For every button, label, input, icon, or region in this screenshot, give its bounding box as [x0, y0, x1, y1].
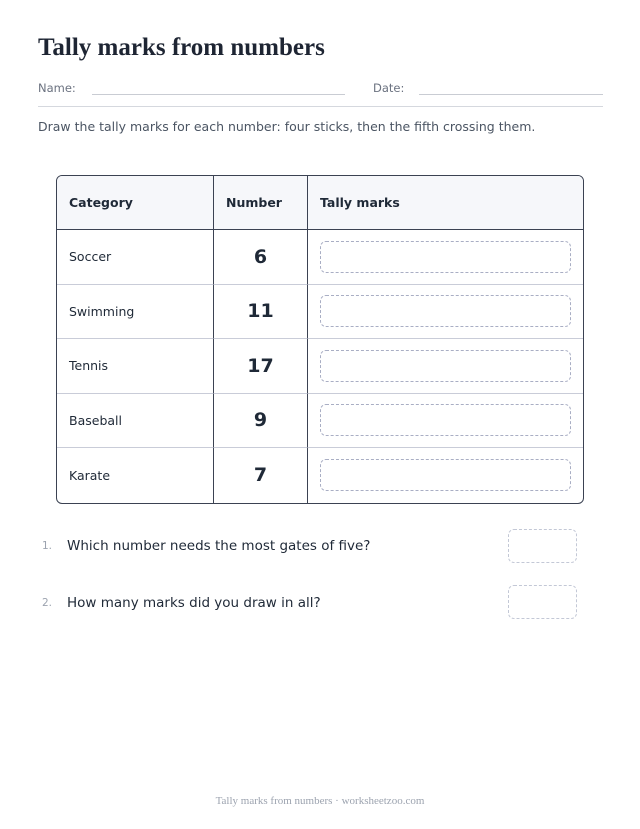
table-header-row [57, 176, 583, 230]
date-field[interactable] [419, 94, 603, 95]
table-row [57, 339, 583, 394]
tally-answer-box[interactable] [320, 295, 571, 327]
page-footer: Tally marks from numbers · worksheetzoo.com [215, 795, 425, 807]
question-text: Which number needs the most gates of five? [67, 538, 371, 554]
number-cell: 6 [214, 230, 308, 285]
question-number: 2. [42, 597, 53, 609]
number-cell: 9 [214, 394, 308, 449]
header-category: Category [57, 176, 214, 230]
tally-cell [308, 448, 583, 503]
question-number: 1. [42, 540, 53, 552]
table-row [57, 230, 583, 285]
table-row [57, 394, 583, 449]
name-field[interactable] [92, 94, 345, 95]
tally-answer-box[interactable] [320, 459, 571, 491]
name-label: Name: [38, 81, 76, 95]
tally-cell [308, 285, 583, 340]
tally-answer-box[interactable] [320, 241, 571, 273]
number-cell: 11 [214, 285, 308, 340]
instructions-text: Draw the tally marks for each number: four sticks, then the fifth crossing them. [38, 119, 536, 134]
header-tally-marks: Tally marks [308, 176, 583, 230]
question-answer-box[interactable] [508, 529, 577, 563]
category-cell: Soccer [57, 230, 214, 285]
tally-table [56, 175, 584, 504]
page-title: Tally marks from numbers [38, 34, 325, 61]
tally-cell [308, 339, 583, 394]
category-cell: Karate [57, 448, 214, 503]
category-cell: Tennis [57, 339, 214, 394]
table-row [57, 285, 583, 340]
question-text: How many marks did you draw in all? [67, 595, 321, 611]
number-cell: 7 [214, 448, 308, 503]
table-row [57, 448, 583, 503]
tally-answer-box[interactable] [320, 404, 571, 436]
question-answer-box[interactable] [508, 585, 577, 619]
date-label: Date: [373, 81, 405, 95]
tally-answer-box[interactable] [320, 350, 571, 382]
header-divider [38, 106, 603, 107]
number-cell: 17 [214, 339, 308, 394]
category-cell: Baseball [57, 394, 214, 449]
tally-cell [308, 394, 583, 449]
category-cell: Swimming [57, 285, 214, 340]
header-number: Number [214, 176, 308, 230]
tally-cell [308, 230, 583, 285]
